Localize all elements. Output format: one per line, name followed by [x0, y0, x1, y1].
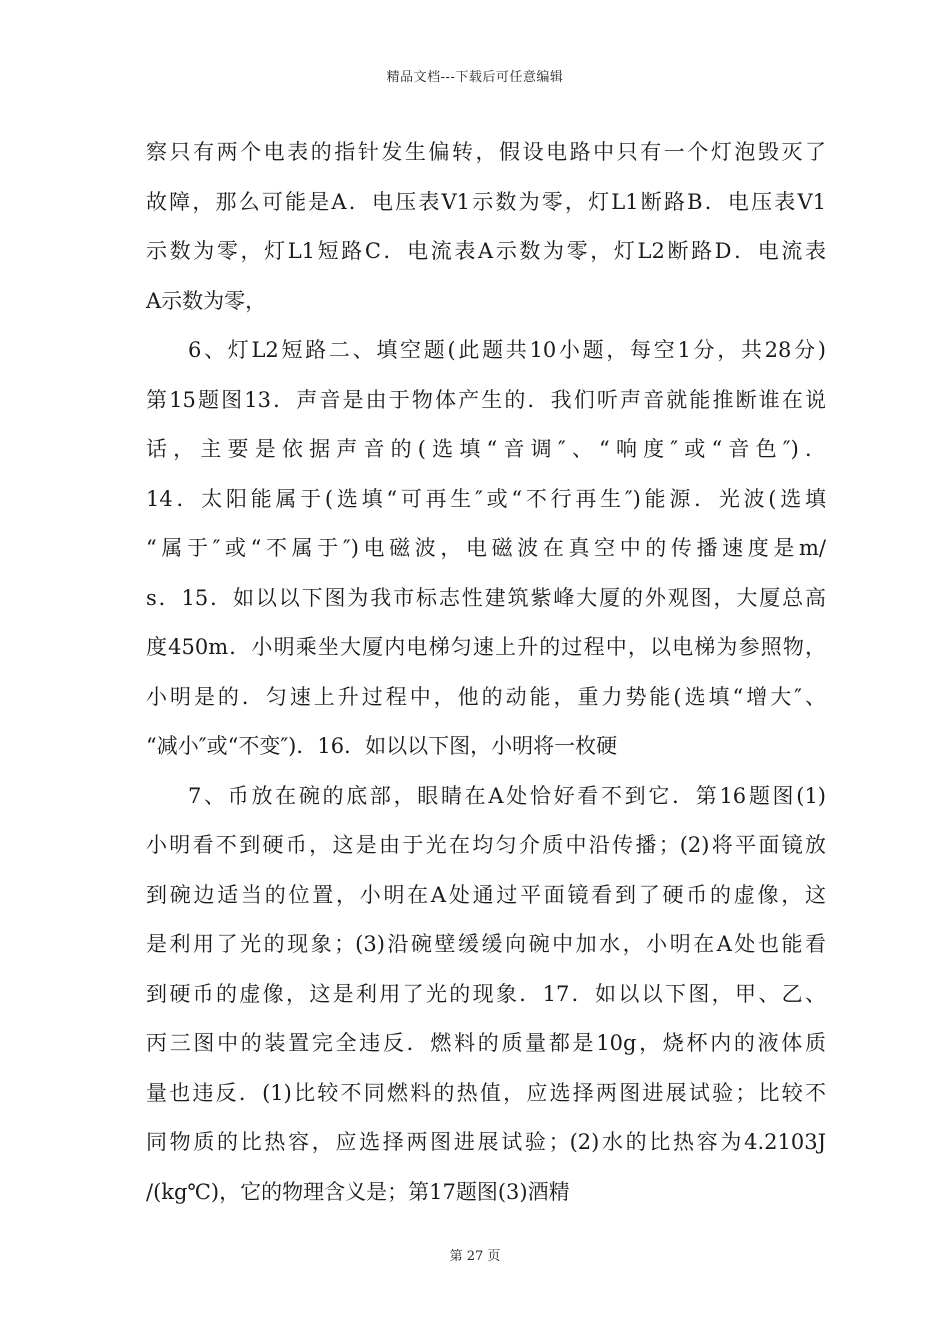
text-line: 话，主要是依据声音的(选填“音调″、“响度″或“音色″)． [146, 437, 826, 461]
text-line: 量也违反．(1)比较不同燃料的热值，应选择两图进展试验；比较不 [146, 1080, 826, 1105]
text-line: 6、灯L2短路二、填空题(此题共10小题，每空1分，共28分) [188, 338, 826, 362]
text-line: 丙三图中的装置完全违反．燃料的质量都是10g，烧杯内的液体质 [146, 1031, 826, 1055]
page-number: 第 27 页 [449, 1249, 501, 1264]
page-header: 精品文档---下载后可任意编辑 [386, 70, 564, 85]
document-body [146, 128, 826, 1217]
text-line: 故障，那么可能是A．电压表V1示数为零，灯L1断路B．电压表V1 [146, 189, 826, 214]
text-line: “减小″或“不变″)．16．如以以下图，小明将一枚硬 [146, 734, 618, 758]
text-line: /(kg℃)，它的物理含义是；第17题图(3)酒精 [146, 1179, 570, 1204]
text-line: s．15．如以以下图为我市标志性建筑紫峰大厦的外观图，大厦总高 [146, 585, 826, 610]
text-line: 度450m．小明乘坐大厦内电梯匀速上升的过程中，以电梯为参照物， [146, 635, 826, 659]
text-line: 14．太阳能属于(选填“可再生″或“不行再生″)能源．光波(选填 [146, 486, 826, 511]
text-line: 小明是的．匀速上升过程中，他的动能，重力势能(选填“增大″、 [146, 684, 826, 709]
text-line: A示数为零， [146, 288, 267, 313]
text-line: 小明看不到硬币，这是由于光在均匀介质中沿传播；(2)将平面镜放 [146, 833, 826, 857]
text-line: 到硬币的虚像，这是利用了光的现象．17．如以以下图，甲、乙、 [146, 981, 826, 1006]
text-line: 示数为零，灯L1短路C．电流表A示数为零，灯L2断路D．电流表 [146, 239, 826, 263]
text-line: 7、币放在碗的底部，眼睛在A处恰好看不到它．第16题图(1) [188, 783, 826, 808]
text-line: 同物质的比热容，应选择两图进展试验；(2)水的比热容为4.2103J [146, 1130, 826, 1154]
text-line: 察只有两个电表的指针发生偏转，假设电路中只有一个灯泡毁灭了 [146, 140, 826, 164]
text-line: 到碗边适当的位置，小明在A处通过平面镜看到了硬币的虚像，这 [146, 882, 826, 907]
text-line: 第15题图13．声音是由于物体产生的．我们听声音就能推断谁在说 [146, 387, 826, 412]
text-line: 是利用了光的现象；(3)沿碗壁缓缓向碗中加水，小明在A处也能看 [146, 932, 826, 956]
text-line: “属于″或“不属于″)电磁波，电磁波在真空中的传播速度是m/ [146, 536, 826, 560]
